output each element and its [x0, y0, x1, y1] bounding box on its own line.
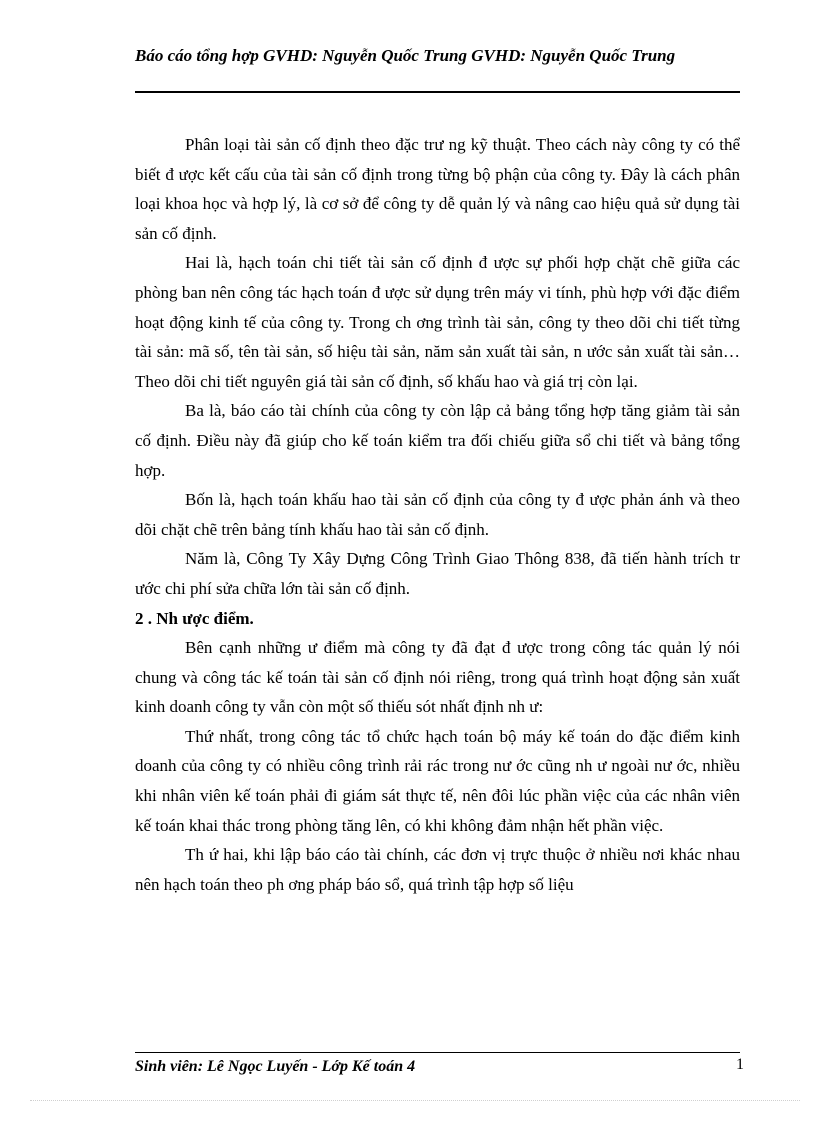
section-heading: 2 . Nh ược điểm.	[135, 608, 254, 628]
paragraph: Hai là, hạch toán chi tiết tài sản cố định đ ược sự phối hợp chặt chẽ giữa các phòng ban nên công tác hạch toán đ ược sử dụng trên máy vi tính, phù hợp với đặc điểm hoạt động kinh tế của công ty. Trong ch ơng trình tài sản, công ty theo dõi chi tiết từng tài sản: mã số, tên tài sản, số hiệu tài sản, năm sản xuất tài sản, n ước sản xuất tài sản…Theo dõi chi tiết nguyên giá tài sản cố định, số khấu hao và giá trị còn lại.	[135, 253, 740, 391]
paragraph: Năm là, Công Ty Xây Dựng Công Trình Giao Thông 838, đã tiến hành trích tr ước chi phí sửa chữa lớn tài sản cố định.	[135, 549, 740, 598]
page-number: 1	[736, 1056, 744, 1073]
page-bottom-border	[30, 1100, 800, 1101]
paragraph: Th ứ hai, khi lập báo cáo tài chính, các đơn vị trực thuộc ở nhiều nơi khác nhau nên hạch toán theo ph ơng pháp báo sổ, quá trình tập hợp số liệu	[135, 845, 740, 894]
paragraph: Bốn là, hạch toán khấu hao tài sản cố định của công ty đ ược phản ánh và theo dõi chặt chẽ trên bảng tính khấu hao tài sản cố định.	[135, 490, 740, 539]
paragraph: Ba là, báo cáo tài chính của công ty còn lập cả bảng tổng hợp tăng giảm tài sản cố định. Điều này đã giúp cho kế toán kiểm tra đối chiếu giữa sổ chi tiết và bảng tổng hợp.	[135, 401, 740, 480]
document-body	[135, 130, 740, 899]
page-header: Báo cáo tổng hợp GVHD: Nguyễn Quốc Trung GVHD: Nguyễn Quốc Trung	[135, 46, 676, 65]
paragraph: Phân loại tài sản cố định theo đặc trư ng kỹ thuật. Theo cách này công ty có thể biết đ ược kết cấu của tài sản cố định trong từng bộ phận của công ty. Đây là cách phân loại khoa học và hợp lý, là cơ sở để công ty dễ quản lý và nâng cao hiệu quả sử dụng tài sản cố định.	[135, 135, 740, 243]
header-divider	[135, 91, 740, 93]
page-footer: Sinh viên: Lê Ngọc Luyến - Lớp Kế toán 4	[135, 1058, 416, 1075]
paragraph: Bên cạnh những ư điểm mà công ty đã đạt đ ược trong công tác quản lý nói chung và công tác kế toán tài sản cố định nói riêng, trong quá trình hoạt động sản xuất kinh doanh công ty vẫn còn một số thiếu sót nhất định nh ư:	[135, 638, 740, 717]
footer-divider	[135, 1052, 740, 1053]
paragraph: Thứ nhất, trong công tác tổ chức hạch toán bộ máy kế toán do đặc điểm kinh doanh của công ty có nhiều công trình rải rác trong nư ớc cũng nh ư ngoài nư ớc, nhiều khi nhân viên kế toán phải đi giám sát thực tế, nên đôi lúc phần việc của các nhân viên kế toán khai thác trong phòng tăng lên, có khi không đảm nhận hết phần việc.	[135, 726, 740, 835]
